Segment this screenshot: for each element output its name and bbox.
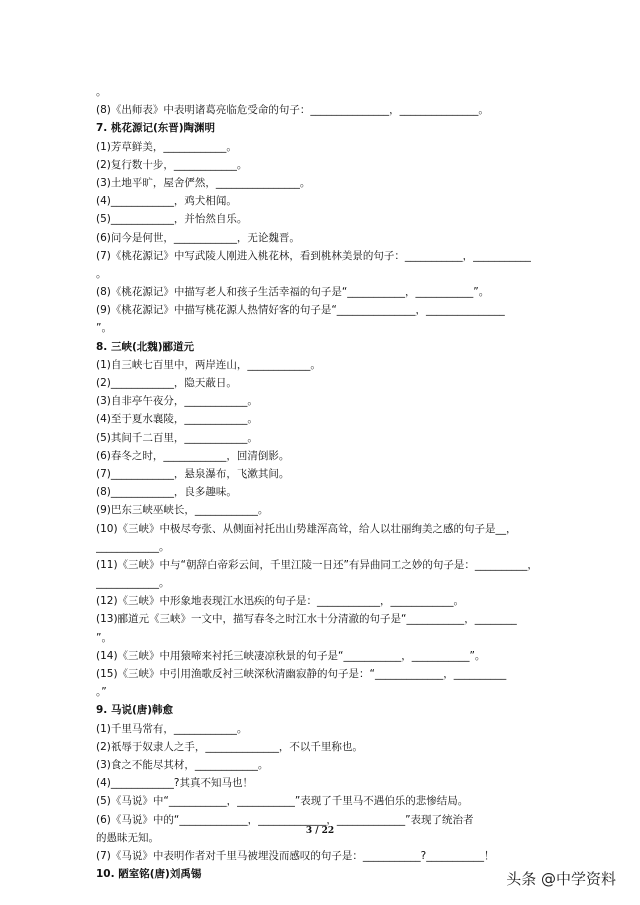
text-line [96, 210, 556, 228]
text-line [96, 683, 556, 701]
text-line [96, 756, 556, 774]
line-text: (3)食之不能尽其材，____________。 [96, 758, 269, 771]
line-text: (1)自三峡七百里中，两岸连山，____________。 [96, 358, 321, 371]
line-text: (5)____________，并怡然自乐。 [96, 213, 248, 226]
text-line [96, 392, 556, 410]
text-line [96, 592, 556, 610]
text-line [96, 138, 556, 156]
text-line [96, 301, 556, 319]
text-line [96, 665, 556, 683]
section-heading [96, 701, 556, 719]
text-line [96, 356, 556, 374]
line-text: (7)《桃花源记》中写武陵人刚进入桃花林，看到桃林美景的句子：___________，___________ [96, 249, 531, 262]
line-text: 。 [96, 267, 107, 280]
line-text: (3)自非亭午夜分，____________。 [96, 395, 258, 408]
line-text: 的愚昧无知。 [96, 831, 159, 844]
page-number: 3 / 22 [305, 826, 335, 836]
text-line [96, 792, 556, 810]
line-text: (2)祇辱于奴隶人之手，______________，不以千里称也。 [96, 740, 363, 753]
text-line [96, 501, 556, 519]
line-text: 。 [96, 86, 107, 98]
line-text: (7)____________，悬泉瀑布，飞漱其间。 [96, 467, 290, 480]
text-line [96, 283, 556, 301]
section-heading [96, 865, 556, 883]
text-line [96, 483, 556, 501]
text-line [96, 156, 556, 174]
line-text: ____________。 [96, 540, 170, 553]
line-text: (6)春冬之时，____________，回清倒影。 [96, 449, 290, 462]
line-text: (4)____________?其真不知马也！ [96, 777, 253, 790]
document-body [96, 83, 556, 883]
line-text: 9. 马说(唐)韩愈 [96, 704, 174, 717]
line-text: (5)其间千二百里，____________。 [96, 431, 258, 444]
text-line [96, 247, 556, 265]
line-text: (5)《马说》中“___________，___________”表现了千里马不遇伯乐的悲惨结局。 [96, 795, 469, 808]
line-text: (11)《三峡》中与“朝辞白帝彩云间，千里江陵一日还”有异曲同工之妙的句子是：__________， [96, 558, 538, 571]
text-line [96, 738, 556, 756]
line-text: (9)巴东三峡巫峡长，____________。 [96, 504, 269, 517]
text-line [96, 574, 556, 592]
line-text: ”。 [96, 322, 112, 335]
line-text: (6)问今是何世，____________，无论魏晋。 [96, 231, 300, 244]
line-text: (13)郦道元《三峡》一文中，描写春冬之时江水十分清澈的句子是“___________，________ [96, 613, 517, 626]
line-text: (4)____________，鸡犬相闻。 [96, 195, 237, 208]
line-text: (3)土地平旷，屋舍俨然，________________。 [96, 176, 311, 189]
line-text: (12)《三峡》中形象地表现江水迅疾的句子是：____________，____________。 [96, 595, 465, 608]
text-line [96, 847, 556, 865]
text-line [96, 647, 556, 665]
text-line [96, 319, 556, 337]
line-text: ”。 [96, 631, 112, 644]
text-line [96, 447, 556, 465]
text-line [96, 174, 556, 192]
text-line [96, 429, 556, 447]
text-line [96, 465, 556, 483]
text-line [96, 101, 556, 119]
line-text: (7)《马说》中表明作者对千里马被埋没而感叹的句子是：___________?___________！ [96, 849, 495, 862]
line-text: 7. 桃花源记(东晋)陶渊明 [96, 122, 216, 135]
text-line [96, 720, 556, 738]
text-line [96, 610, 556, 628]
line-text: ____________。 [96, 577, 170, 590]
line-text: 8. 三峡(北魏)郦道元 [96, 340, 195, 353]
text-line [96, 629, 556, 647]
line-text: (10)《三峡》中极尽夸张、从侧面衬托出山势雄浑高耸，给人以壮丽绚美之感的句子是__， [96, 522, 517, 535]
line-text: (4)至于夏水襄陵，____________。 [96, 413, 258, 426]
line-text: (1)芳草鲜美，____________。 [96, 140, 237, 153]
text-line [96, 520, 556, 538]
text-line [96, 192, 556, 210]
line-text: (8)《桃花源记》中描写老人和孩子生活幸福的句子是“___________，___________”。 [96, 286, 490, 299]
line-text: 。” [96, 686, 107, 699]
line-text: (2)____________，隐天蔽日。 [96, 377, 237, 389]
section-heading [96, 119, 556, 137]
watermark: 头条 @中学资料 [506, 870, 616, 888]
line-text: (14)《三峡》中用猿啼来衬托三峡凄凉秋景的句子是“___________，___________”。 [96, 649, 486, 662]
line-text: (1)千里马常有，____________。 [96, 722, 248, 735]
text-line [96, 538, 556, 556]
text-line [96, 83, 556, 101]
line-text: 10. 陋室铭(唐)刘禹锡 [96, 868, 202, 881]
section-heading [96, 338, 556, 356]
text-line [96, 410, 556, 428]
line-text: (9)《桃花源记》中描写桃花源人热情好客的句子是“_______________，_______________ [96, 304, 505, 317]
text-line [96, 556, 556, 574]
line-text: (8)《出师表》中表明诸葛亮临危受命的句子：_______________，_______________。 [96, 104, 489, 117]
text-line [96, 265, 556, 283]
text-line [96, 229, 556, 247]
text-line [96, 374, 556, 392]
line-text: (2)复行数十步，____________。 [96, 158, 248, 171]
line-text: (15)《三峡》中引用渔歌反衬三峡深秋清幽寂静的句子是：“_____________，__________ [96, 668, 507, 680]
line-text: (8)____________，良多趣味。 [96, 486, 237, 499]
text-line [96, 774, 556, 792]
line-text: (6)《马说》中的“_____________，_____________，_____________”表现了统治者 [96, 813, 474, 826]
